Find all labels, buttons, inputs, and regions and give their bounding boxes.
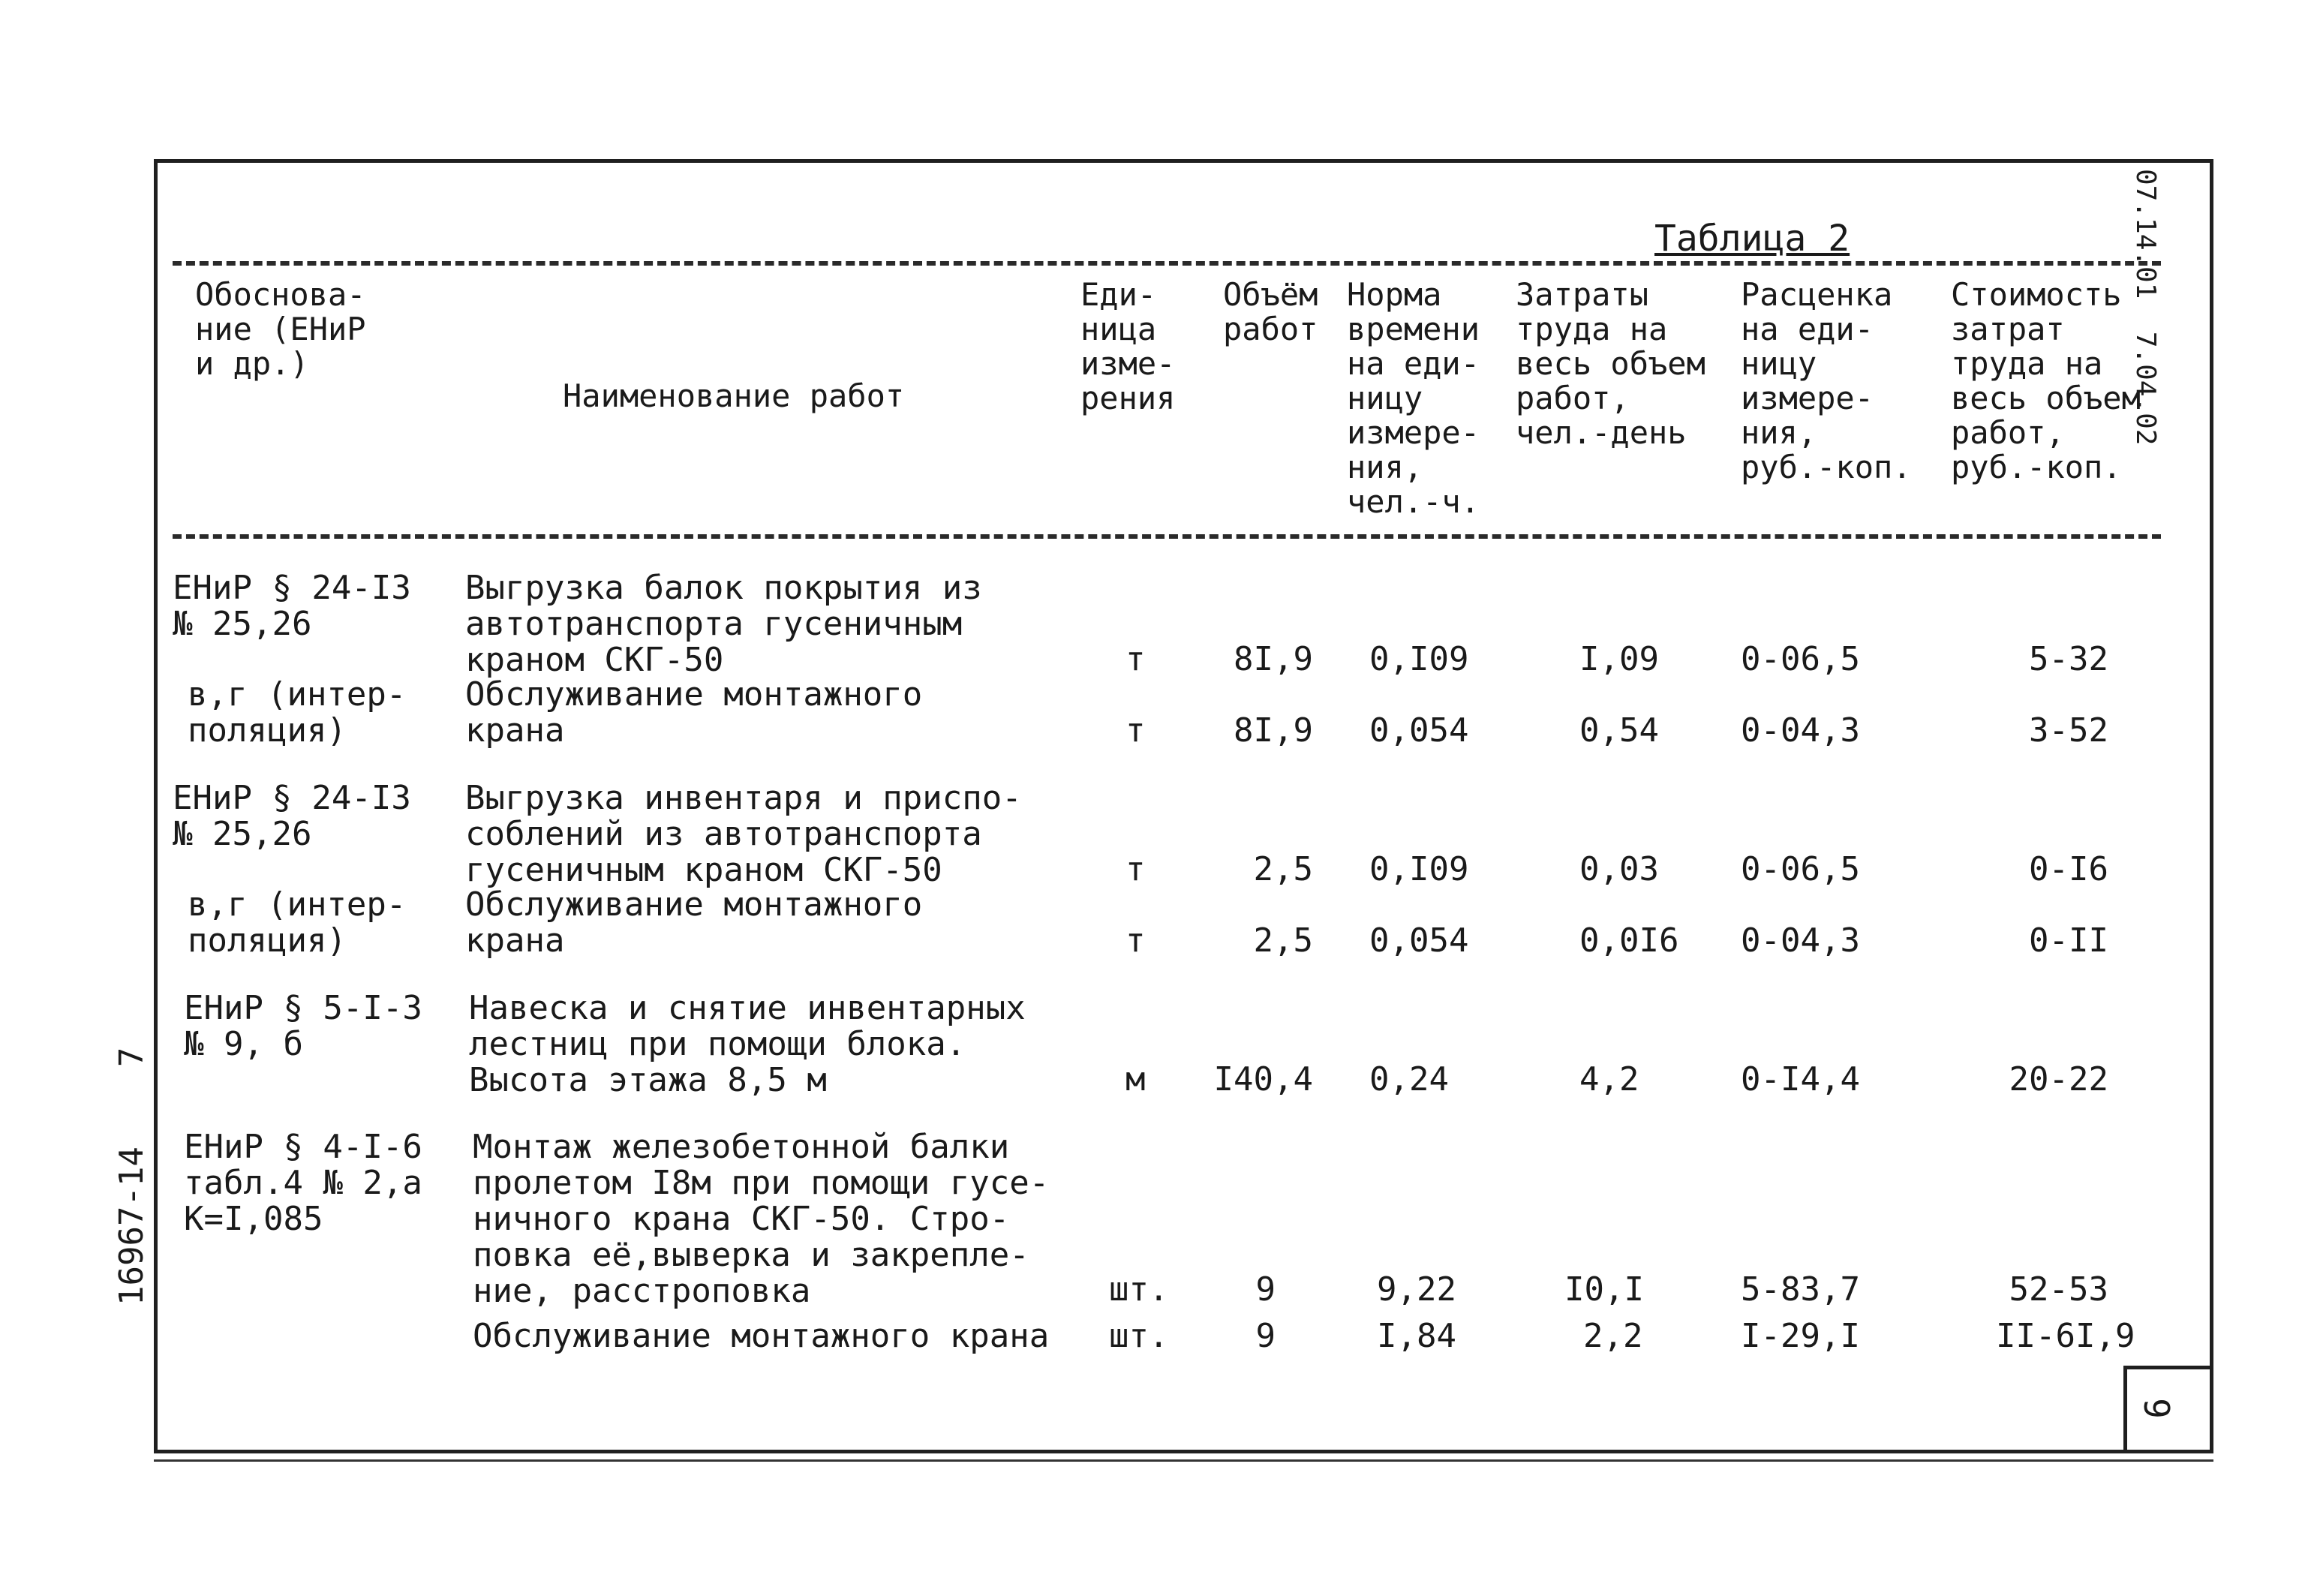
- row-volume: 8I,9: [1234, 640, 1313, 678]
- row-cost: 20-22: [2009, 1060, 2108, 1099]
- header-volume: Объём работ: [1223, 276, 1318, 347]
- row-rate: 0-04,3: [1741, 711, 1860, 750]
- row-volume: 9: [1255, 1317, 1276, 1355]
- row-name: Монтаж железобетонной балки пролетом I8м при помощи гусе- ничного крана СКГ-50. Стро- повка её,выверка и закрепле- ние, расстроповка: [473, 1128, 1050, 1310]
- header-top-rule: [173, 261, 2161, 266]
- row-volume: 9: [1255, 1270, 1276, 1309]
- row-rate: 5-83,7: [1741, 1270, 1860, 1309]
- row-labor: 2,2: [1583, 1317, 1643, 1355]
- row-rate: 0-I4,4: [1741, 1060, 1860, 1099]
- header-name: Наименование работ: [563, 377, 905, 414]
- row-labor: 0,03: [1579, 850, 1659, 888]
- row-unit: шт.: [1109, 1317, 1169, 1355]
- row-norm: 0,I09: [1369, 850, 1469, 888]
- header-unit: Еди- ница изме- рения: [1080, 276, 1176, 416]
- table-title: Таблица 2: [1654, 218, 1850, 260]
- frame-bottom-line: [154, 1459, 2213, 1462]
- row-basis: в,г (интер- поляция): [188, 885, 407, 960]
- row-labor: I,09: [1579, 640, 1659, 678]
- row-unit: т: [1125, 850, 1146, 888]
- row-unit: шт.: [1109, 1270, 1169, 1309]
- row-basis: ЕНиР § 24-I3 № 25,26: [173, 779, 411, 853]
- row-norm: 0,24: [1369, 1060, 1449, 1099]
- row-name: Обслуживание монтажного крана: [465, 675, 923, 750]
- row-labor: 0,0I6: [1579, 921, 1679, 960]
- row-name: Обслуживание монтажного крана: [465, 885, 923, 960]
- row-rate: I-29,I: [1741, 1317, 1860, 1355]
- row-name: Выгрузка балок покрытия из автотранспорта гусеничным краном СКГ-50: [465, 569, 982, 679]
- row-norm: 0,I09: [1369, 640, 1469, 678]
- row-cost: II-6I,9: [1996, 1317, 2135, 1355]
- row-cost: 5-32: [2029, 640, 2108, 678]
- row-volume: 8I,9: [1234, 711, 1313, 750]
- header-labor: Затраты труда на весь объем работ, чел.-день: [1516, 276, 1705, 451]
- row-rate: 0-06,5: [1741, 640, 1860, 678]
- row-volume: 2,5: [1253, 850, 1313, 888]
- row-basis: ЕНиР § 4-I-6 табл.4 № 2,а К=I,085: [184, 1128, 422, 1238]
- row-name: Обслуживание монтажного крана: [473, 1317, 1050, 1355]
- row-basis: ЕНиР § 5-I-3 № 9, б: [184, 989, 422, 1063]
- row-cost: 0-II: [2029, 921, 2108, 960]
- row-norm: I,84: [1377, 1317, 1456, 1355]
- row-basis: в,г (интер- поляция): [188, 675, 407, 750]
- page-number: 9: [2135, 1398, 2177, 1419]
- row-norm: 0,054: [1369, 921, 1469, 960]
- row-rate: 0-06,5: [1741, 850, 1860, 888]
- row-name: Выгрузка инвентаря и приспо- соблений из автотранспорта гусеничным краном СКГ-50: [465, 779, 1022, 889]
- header-cost: Стоимость затрат труда на весь объем работ, руб.-коп.: [1951, 276, 2141, 485]
- side-code: 07.14.01 7.04.02: [2130, 169, 2161, 446]
- row-norm: 0,054: [1369, 711, 1469, 750]
- row-labor: 4,2: [1579, 1060, 1639, 1099]
- header-rate: Расценка на еди- ницу измере- ния, руб.-коп.: [1741, 276, 1912, 485]
- header-norm: Норма времени на еди- ницу измере- ния, чел.-ч.: [1347, 276, 1480, 520]
- row-norm: 9,22: [1377, 1270, 1456, 1309]
- header-bottom-rule: [173, 534, 2161, 539]
- row-unit: т: [1125, 640, 1146, 678]
- header-basis: Обоснова- ние (ЕНиР и др.): [195, 276, 366, 382]
- row-labor: I0,I: [1564, 1270, 1644, 1309]
- row-volume: I40,4: [1213, 1060, 1313, 1099]
- row-basis: ЕНиР § 24-I3 № 25,26: [173, 569, 411, 643]
- row-volume: 2,5: [1253, 921, 1313, 960]
- row-cost: 0-I6: [2029, 850, 2108, 888]
- row-rate: 0-04,3: [1741, 921, 1860, 960]
- row-name: Навеска и снятие инвентарных лестниц при помощи блока. Высота этажа 8,5 м: [469, 989, 1026, 1099]
- row-cost: 52-53: [2009, 1270, 2108, 1309]
- row-unit: т: [1125, 921, 1146, 960]
- row-cost: 3-52: [2029, 711, 2108, 750]
- row-unit: м: [1125, 1060, 1146, 1099]
- row-unit: т: [1125, 711, 1146, 750]
- row-labor: 0,54: [1579, 711, 1659, 750]
- margin-reference: 16967-14 7: [113, 1047, 151, 1306]
